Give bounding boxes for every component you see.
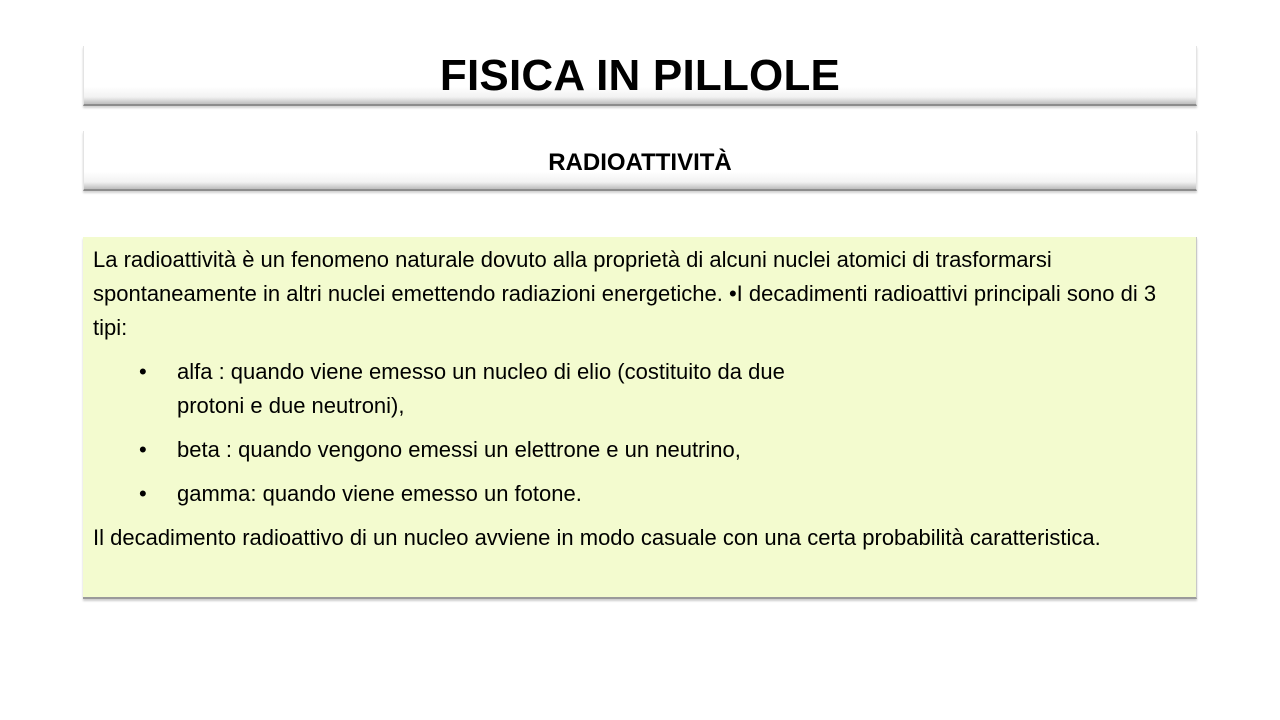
slide-title: FISICA IN PILLOLE <box>439 51 841 100</box>
bullet-icon: • <box>139 437 147 462</box>
content-box <box>83 237 1197 599</box>
decay-beta-text: beta : quando vengono emessi un elettrone e un neutrino, <box>177 437 741 462</box>
intro-paragraph: La radioattività è un fenomeno naturale dovuto alla proprietà di alcuni nuclei atomici di trasformarsi spontaneamente in altri nuclei emettendo radiazioni energetiche. •I decadimenti radioattivi principali sono di 3 tipi: <box>93 247 1157 340</box>
slide-subtitle: RADIOATTIVITÀ <box>548 149 732 176</box>
title-banner <box>83 46 1197 106</box>
decay-list <box>93 355 1186 511</box>
decay-gamma-text: gamma: quando viene emesso un fotone. <box>177 481 582 506</box>
subtitle-banner <box>83 131 1197 191</box>
bullet-icon: • <box>139 359 147 384</box>
decay-alfa-text: alfa : quando viene emesso un nucleo di elio (costituito da due protoni e due neutroni), <box>177 359 785 418</box>
conclusion-paragraph: Il decadimento radioattivo di un nucleo avviene in modo casuale con una certa probabilità caratteristica. <box>93 525 1101 550</box>
bullet-icon: • <box>139 481 147 506</box>
list-item <box>93 433 1186 467</box>
list-item <box>93 477 1186 511</box>
list-item <box>93 355 1186 423</box>
